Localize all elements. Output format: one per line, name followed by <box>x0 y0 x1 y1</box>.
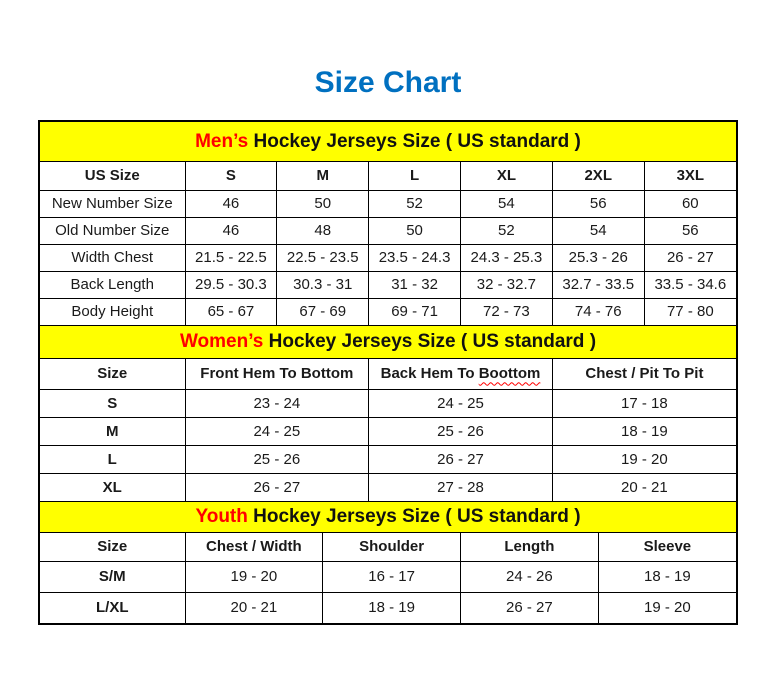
womens-header-row <box>40 359 736 389</box>
value-cell: 67 - 69 <box>277 298 369 325</box>
table-row <box>40 190 736 217</box>
value-cell: 25 - 26 <box>369 417 553 445</box>
value-cell: 32 - 32.7 <box>460 271 552 298</box>
value-cell: 27 - 28 <box>369 473 553 501</box>
value-cell: 30.3 - 31 <box>277 271 369 298</box>
youth-highlight-label: Youth <box>195 506 248 527</box>
mens-col-header: 3XL <box>644 162 736 190</box>
table-row <box>40 298 736 325</box>
youth-header-row <box>40 533 736 561</box>
value-cell: 18 - 19 <box>598 561 736 592</box>
table-row <box>40 271 736 298</box>
value-cell: 54 <box>460 190 552 217</box>
mens-size-table <box>40 162 736 325</box>
mens-col-header: M <box>277 162 369 190</box>
value-cell: 24 - 26 <box>461 561 599 592</box>
value-cell: 22.5 - 23.5 <box>277 244 369 271</box>
value-cell: 23.5 - 24.3 <box>369 244 461 271</box>
mens-col-header: L <box>369 162 461 190</box>
table-row <box>40 561 736 592</box>
womens-highlight-label: Women’s <box>179 331 264 352</box>
table-row <box>40 244 736 271</box>
row-label-cell: L/XL <box>40 592 185 623</box>
womens-section-header <box>40 325 736 359</box>
table-row <box>40 592 736 623</box>
value-cell: 16 - 17 <box>323 561 461 592</box>
value-cell: 56 <box>644 217 736 244</box>
value-cell: 19 - 20 <box>185 561 323 592</box>
value-cell: 18 - 19 <box>552 417 736 445</box>
value-cell: 52 <box>369 190 461 217</box>
row-label-cell: XL <box>40 473 185 501</box>
value-cell: 24 - 25 <box>185 417 369 445</box>
youth-section-header <box>40 501 736 533</box>
youth-size-table <box>40 533 736 623</box>
value-cell: 46 <box>185 190 277 217</box>
value-cell: 17 - 18 <box>552 389 736 417</box>
value-cell: 33.5 - 34.6 <box>644 271 736 298</box>
youth-col-header: Length <box>461 533 599 561</box>
value-cell: 60 <box>644 190 736 217</box>
mens-header-text: Hockey Jerseys Size ( US standard ) <box>248 130 581 152</box>
row-label-cell: New Number Size <box>40 190 185 217</box>
value-cell: 24.3 - 25.3 <box>460 244 552 271</box>
value-cell: 20 - 21 <box>552 473 736 501</box>
mens-col-header: XL <box>460 162 552 190</box>
row-label-cell: Old Number Size <box>40 217 185 244</box>
value-cell: 65 - 67 <box>185 298 277 325</box>
table-row <box>40 217 736 244</box>
mens-col-header: US Size <box>40 162 185 190</box>
value-cell: 77 - 80 <box>644 298 736 325</box>
value-cell: 20 - 21 <box>185 592 323 623</box>
table-row <box>40 445 736 473</box>
value-cell: 25 - 26 <box>185 445 369 473</box>
womens-size-table <box>40 359 736 501</box>
row-label-cell: M <box>40 417 185 445</box>
value-cell: 26 - 27 <box>185 473 369 501</box>
youth-header-text: Hockey Jerseys Size ( US standard ) <box>247 506 581 527</box>
table-row <box>40 389 736 417</box>
value-cell: 32.7 - 33.5 <box>552 271 644 298</box>
value-cell: 19 - 20 <box>598 592 736 623</box>
womens-col-header-prefix: Back Hem To <box>380 365 479 383</box>
value-cell: 26 - 27 <box>644 244 736 271</box>
value-cell: 46 <box>185 217 277 244</box>
value-cell: 54 <box>552 217 644 244</box>
value-cell: 50 <box>277 190 369 217</box>
youth-col-header: Chest / Width <box>185 533 323 561</box>
youth-col-header: Shoulder <box>323 533 461 561</box>
value-cell: 52 <box>460 217 552 244</box>
youth-col-header: Sleeve <box>598 533 736 561</box>
value-cell: 48 <box>277 217 369 244</box>
youth-col-header: Size <box>40 533 185 561</box>
row-label-cell: Body Height <box>40 298 185 325</box>
value-cell: 21.5 - 22.5 <box>185 244 277 271</box>
value-cell: 69 - 71 <box>369 298 461 325</box>
womens-col-header: Front Hem To Bottom <box>185 359 369 389</box>
mens-section-header <box>40 122 736 162</box>
womens-col-header: Size <box>40 359 185 389</box>
value-cell: 74 - 76 <box>552 298 644 325</box>
size-chart-tables <box>38 120 738 625</box>
row-label-cell: S/M <box>40 561 185 592</box>
value-cell: 26 - 27 <box>461 592 599 623</box>
table-row <box>40 417 736 445</box>
womens-col-header <box>369 359 553 389</box>
value-cell: 24 - 25 <box>369 389 553 417</box>
value-cell: 31 - 32 <box>369 271 461 298</box>
value-cell: 29.5 - 30.3 <box>185 271 277 298</box>
womens-col-header: Chest / Pit To Pit <box>552 359 736 389</box>
row-label-cell: S <box>40 389 185 417</box>
mens-highlight-label: Men’s <box>195 130 249 152</box>
value-cell: 23 - 24 <box>185 389 369 417</box>
row-label-cell: Back Length <box>40 271 185 298</box>
mens-header-row <box>40 162 736 190</box>
page-title: Size Chart <box>314 66 462 99</box>
value-cell: 19 - 20 <box>552 445 736 473</box>
row-label-cell: L <box>40 445 185 473</box>
value-cell: 25.3 - 26 <box>552 244 644 271</box>
mens-col-header: 2XL <box>552 162 644 190</box>
row-label-cell: Width Chest <box>40 244 185 271</box>
value-cell: 50 <box>369 217 461 244</box>
value-cell: 72 - 73 <box>460 298 552 325</box>
value-cell: 18 - 19 <box>323 592 461 623</box>
value-cell: 56 <box>552 190 644 217</box>
mens-col-header: S <box>185 162 277 190</box>
misspelled-word: Boottom <box>478 365 541 383</box>
womens-header-text: Hockey Jerseys Size ( US standard ) <box>263 331 597 352</box>
table-row <box>40 473 736 501</box>
value-cell: 26 - 27 <box>369 445 553 473</box>
